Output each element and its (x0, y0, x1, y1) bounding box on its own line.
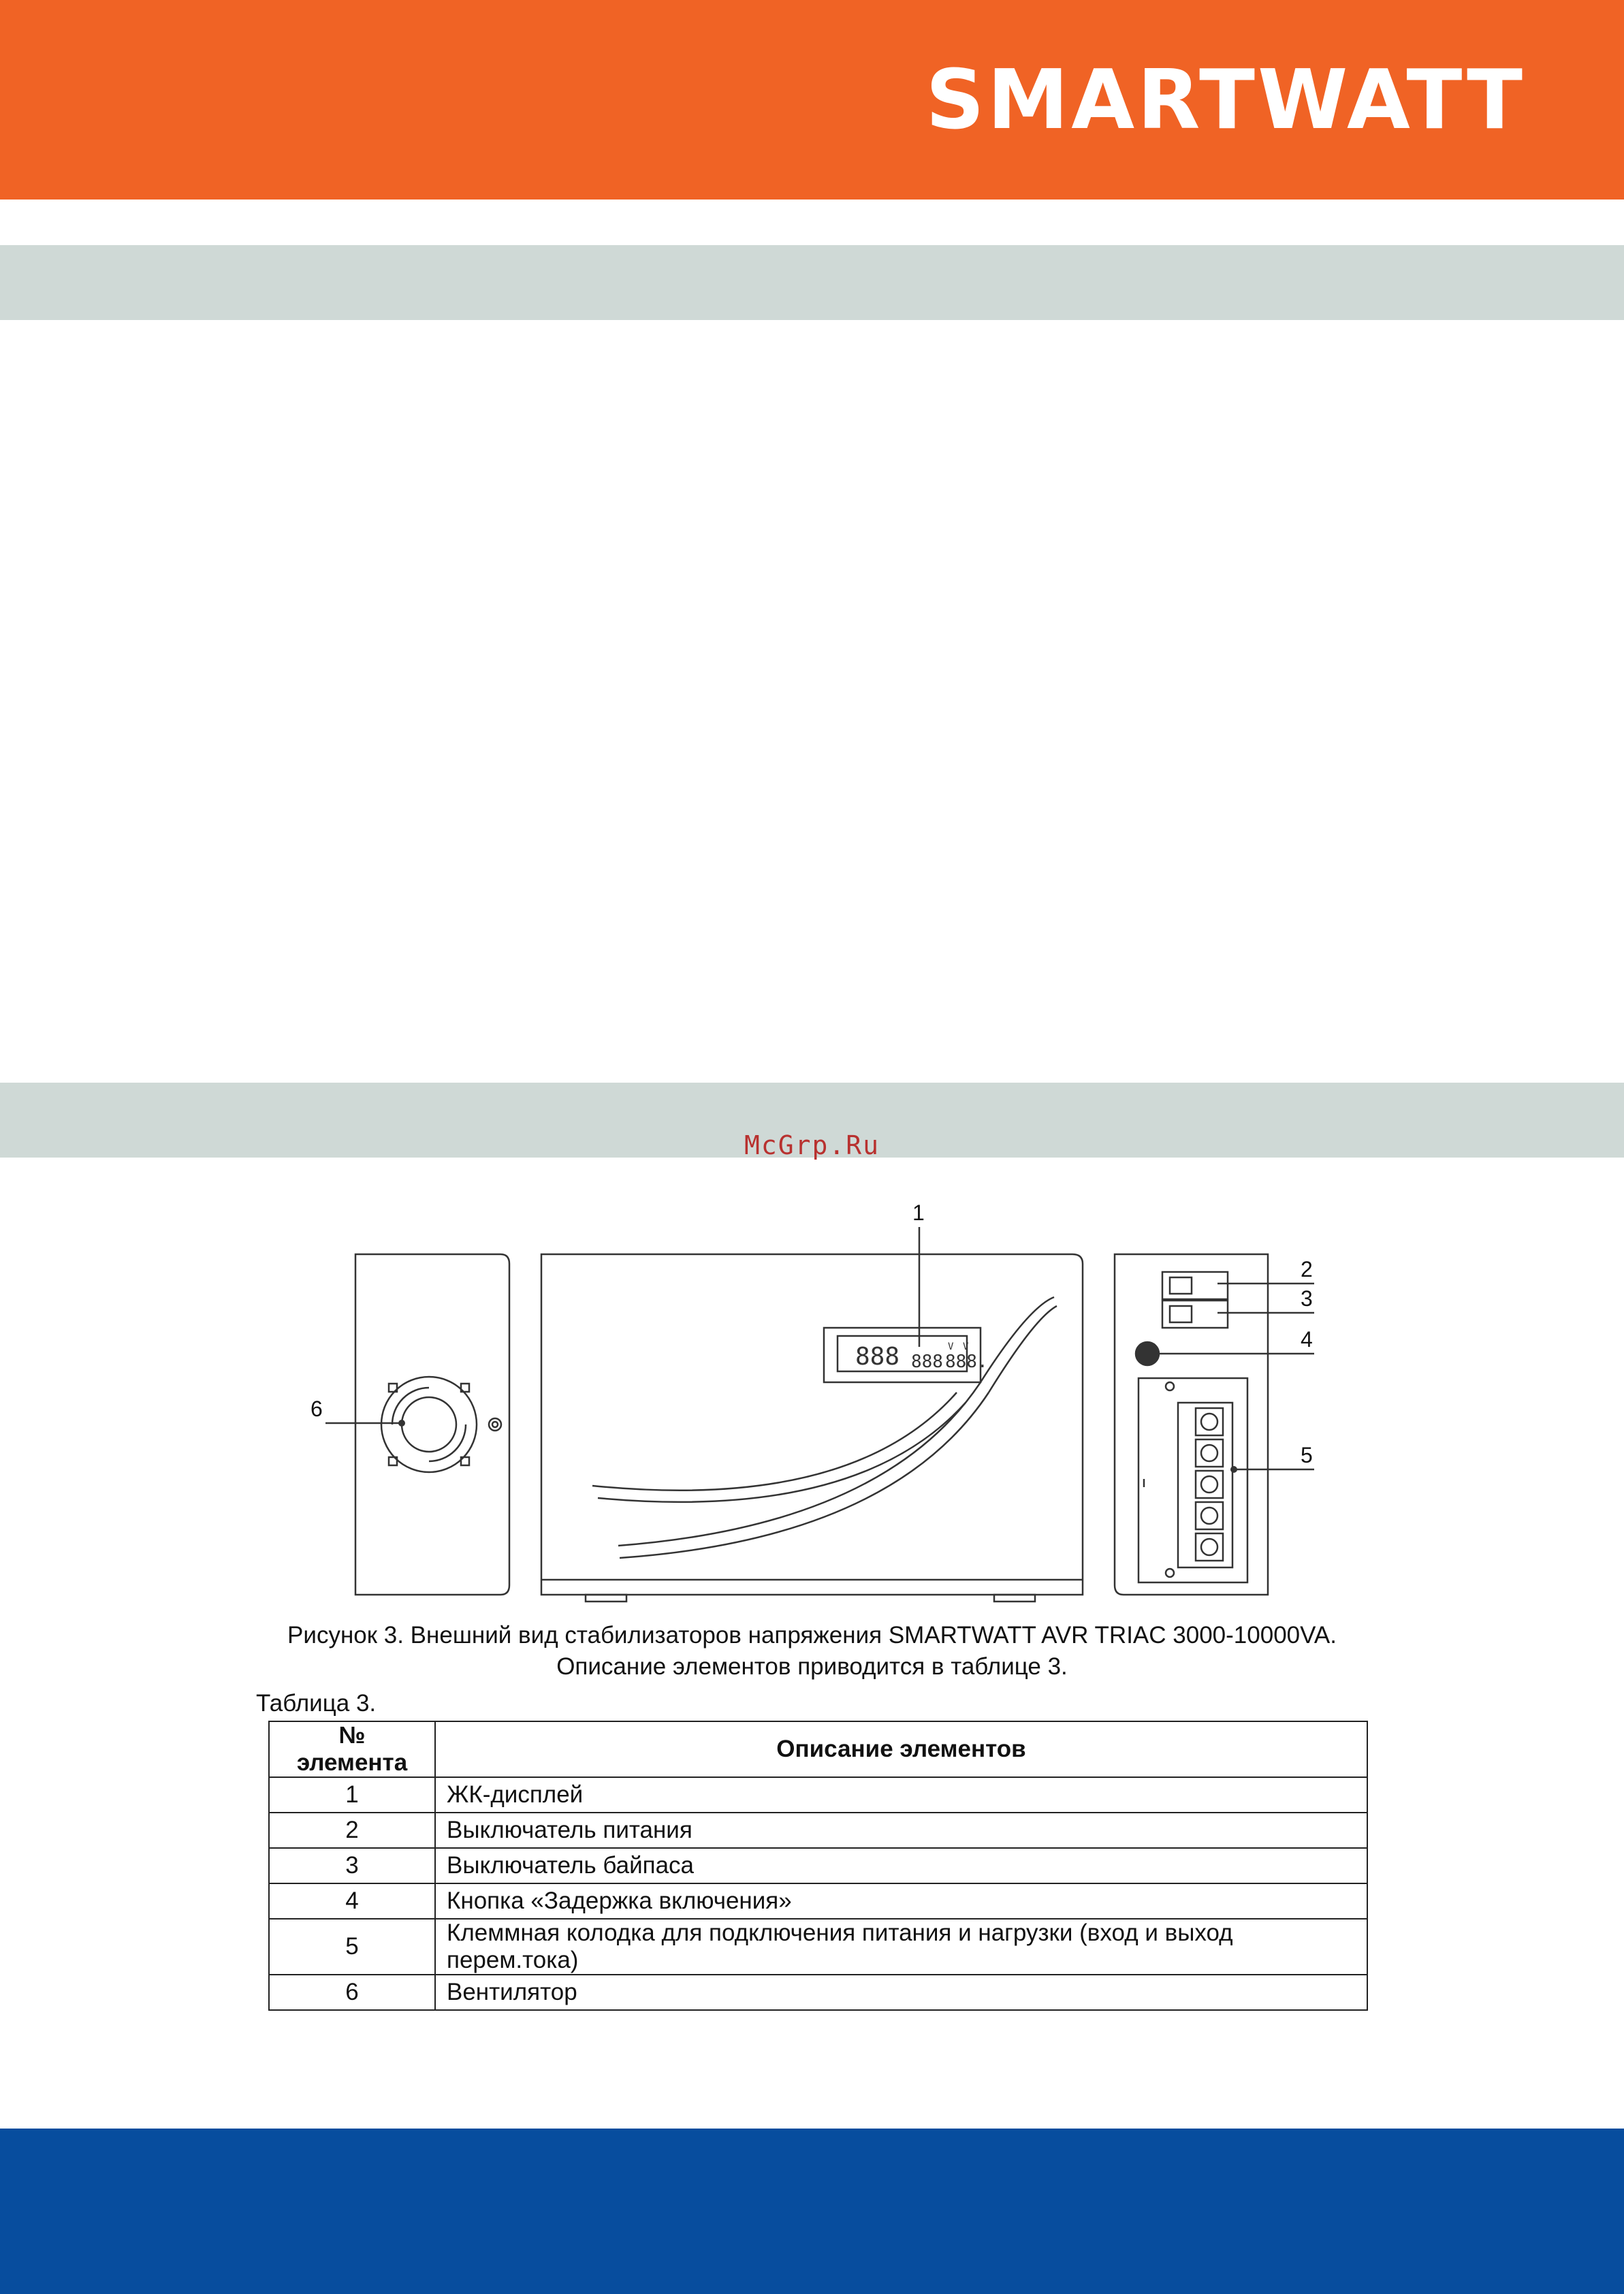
row-description: Вентилятор (435, 1975, 1367, 2010)
side-panel-fan (355, 1254, 509, 1595)
callout-5: 5 (1301, 1443, 1313, 1467)
row-number: 5 (269, 1919, 435, 1975)
callout-4: 4 (1301, 1327, 1313, 1352)
row-number: 6 (269, 1975, 435, 2010)
device-drawing (0, 1198, 1624, 1614)
device-figure (0, 1198, 1624, 1614)
table-row (269, 1883, 1367, 1919)
footer-bar (0, 2129, 1624, 2294)
lcd-digits-output: 888. (945, 1352, 988, 1372)
front-panel (541, 1254, 1083, 1595)
table-row (269, 1975, 1367, 2010)
callout-2: 2 (1301, 1257, 1313, 1281)
callout-3: 3 (1301, 1286, 1313, 1311)
row-description: Выключатель байпаса (435, 1848, 1367, 1883)
lcd-digits-main: 888 (855, 1343, 900, 1371)
table-row (269, 1919, 1367, 1975)
figure-caption-note: Описание элементов приводится в таблице 3. (556, 1653, 1068, 1680)
row-number: 2 (269, 1813, 435, 1848)
row-number: 4 (269, 1883, 435, 1919)
elements-table (268, 1721, 1368, 2011)
fan-blade-arc (402, 1397, 456, 1424)
bypass-switch (1162, 1301, 1228, 1328)
table-row (269, 1777, 1367, 1813)
column-header-number: № элемента (269, 1721, 435, 1777)
callout-1: 1 (912, 1200, 925, 1225)
row-number: 3 (269, 1848, 435, 1883)
column-header-description: Описание элементов (435, 1721, 1367, 1777)
section-band-top (0, 245, 1624, 320)
table-header-row (269, 1721, 1367, 1777)
table-row (269, 1813, 1367, 1848)
row-number: 1 (269, 1777, 435, 1813)
lcd-label-v-out: V (963, 1341, 969, 1352)
row-description: ЖК-дисплей (435, 1777, 1367, 1813)
lcd-label-v-in: V (948, 1341, 954, 1352)
table-row (269, 1848, 1367, 1883)
terminal-cover (1139, 1378, 1247, 1582)
figure-caption: Рисунок 3. Внешний вид стабилизаторов напряжения SMARTWATT AVR TRIAC 3000-10000VA. (287, 1622, 1337, 1648)
power-switch (1162, 1272, 1228, 1299)
terminal-block (1196, 1408, 1223, 1435)
header-bar (0, 0, 1624, 200)
lcd-digits-input: 888 (911, 1352, 943, 1372)
callout-6: 6 (311, 1397, 323, 1421)
row-description: Выключатель питания (435, 1813, 1367, 1848)
front-swoosh-lower (618, 1382, 981, 1546)
delay-button (1136, 1342, 1159, 1365)
brand-logo: SMARTWATT (925, 53, 1525, 148)
table-label: Таблица 3. (256, 1690, 377, 1717)
row-description: Кнопка «Задержка включения» (435, 1883, 1367, 1919)
front-swoosh-upper (592, 1392, 957, 1491)
watermark: McGrp.Ru (744, 1130, 880, 1160)
row-description: Клеммная колодка для подключения питания и нагрузки (вход и выход перем.тока) (435, 1919, 1367, 1975)
